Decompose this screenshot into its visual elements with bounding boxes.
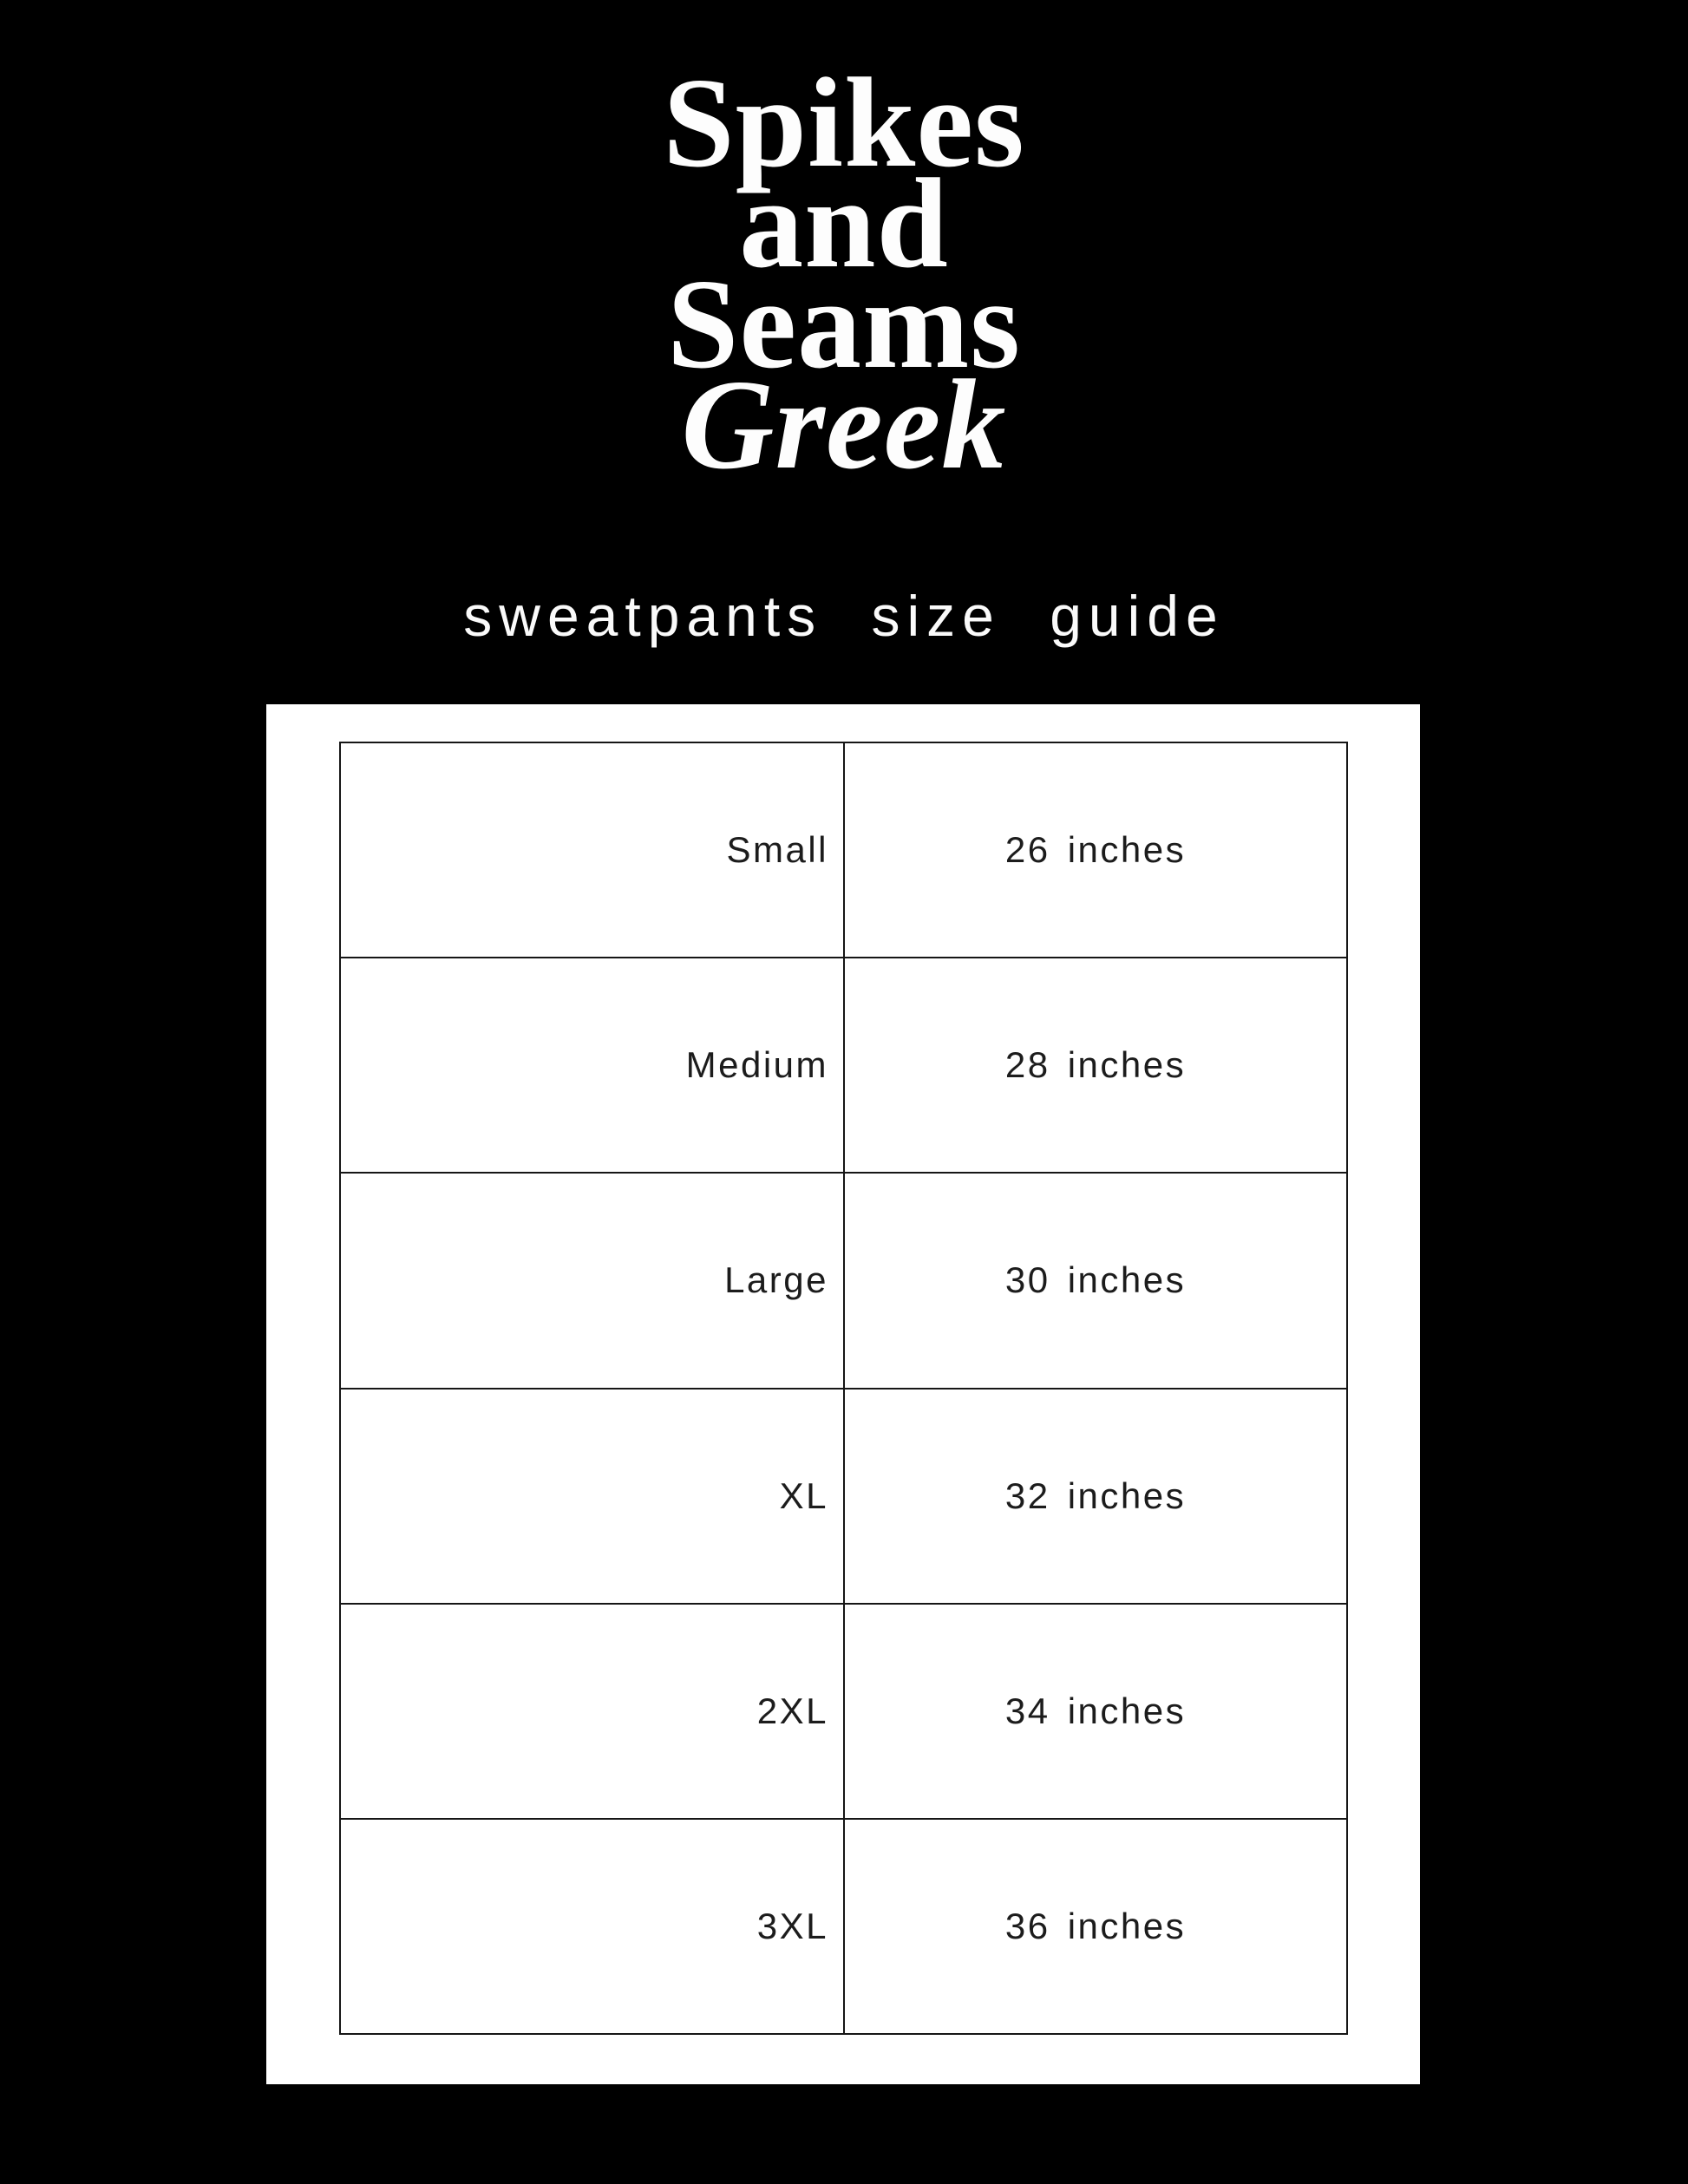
table-row-xl [341,1388,1346,1603]
table-row-2xl [341,1603,1346,1818]
size-cell: 3XL [341,1820,845,2033]
size-cell: 2XL [341,1605,845,1818]
brand-line-1: Spikes [663,52,1025,194]
brand-line-4: Greek [681,354,1007,496]
length-cell: 28 inches [1004,1044,1187,1086]
brand-logo [0,52,1688,496]
table-row-3xl [341,1818,1346,2033]
length-cell: 26 inches [1004,829,1187,871]
size-chart-panel [266,704,1420,2084]
brand-line-3: Seams [667,253,1021,396]
brand-line-2: and [739,153,949,295]
size-cell: Small [341,743,845,957]
size-cell: Large [341,1174,845,1387]
page-subtitle: sweatpants size guide [463,584,1225,648]
length-cell: 30 inches [1004,1259,1187,1301]
size-table [339,742,1348,2035]
length-cell: 32 inches [1004,1475,1187,1516]
length-cell: 36 inches [1004,1905,1187,1946]
table-row-large [341,1172,1346,1387]
table-row-small [341,743,1346,957]
length-cell: 34 inches [1004,1690,1187,1731]
size-cell: Medium [341,958,845,1172]
size-cell: XL [341,1390,845,1603]
table-row-medium [341,957,1346,1172]
